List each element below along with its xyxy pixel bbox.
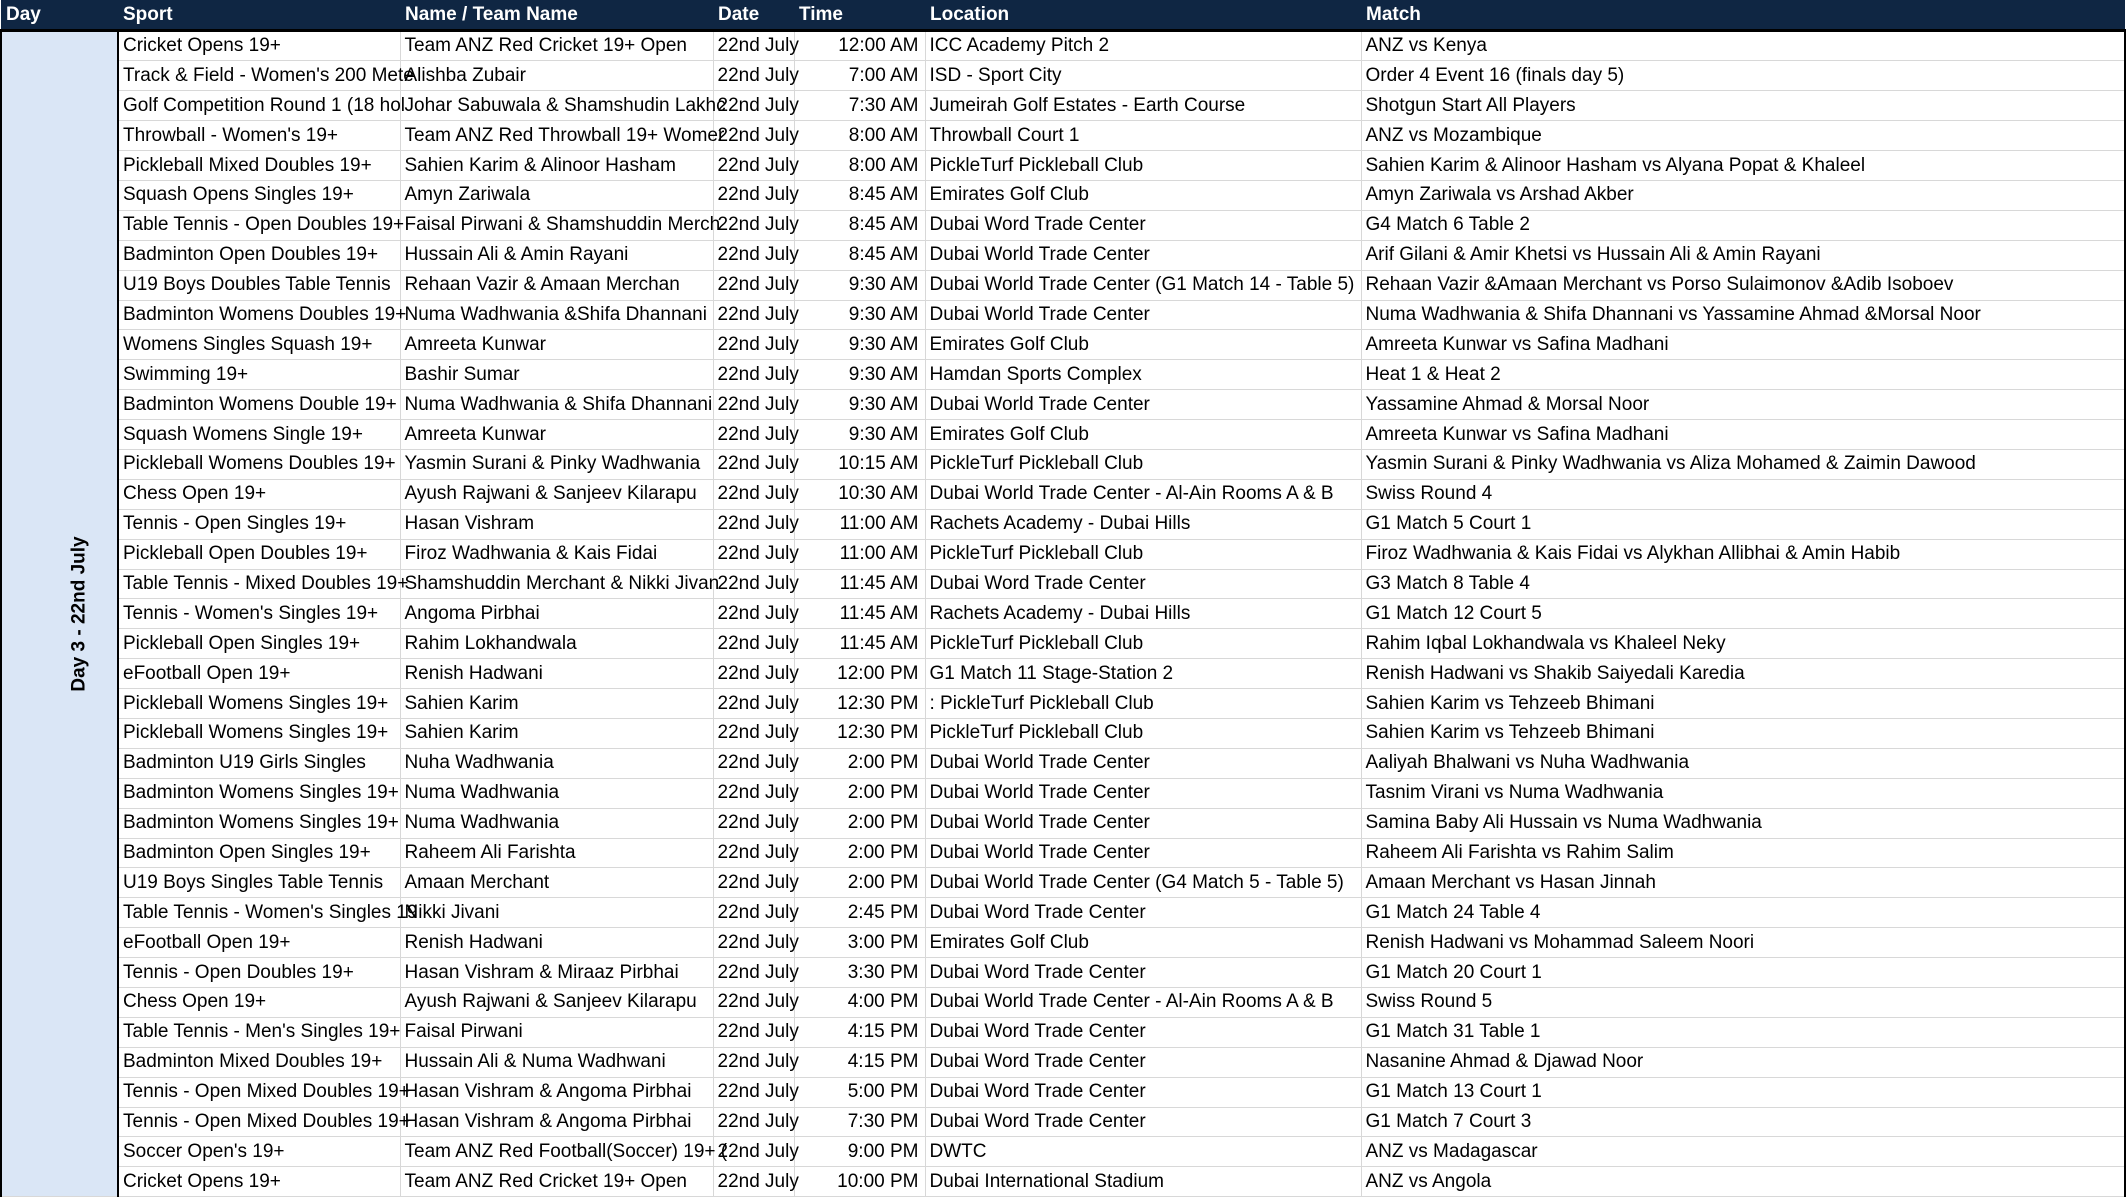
match-cell[interactable]: ANZ vs Kenya — [1361, 30, 2125, 61]
date-cell[interactable]: 22nd July — [713, 360, 794, 390]
table-row — [1, 30, 2125, 61]
sport-cell[interactable]: Badminton Womens Singles 19+ — [118, 808, 400, 838]
name-cell[interactable]: Hasan Vishram & Miraaz Pirbhai — [400, 958, 713, 988]
table-row — [1, 449, 2125, 479]
match-cell[interactable]: G1 Match 12 Court 5 — [1361, 599, 2125, 629]
match-cell[interactable]: Nasanine Ahmad & Djawad Noor — [1361, 1047, 2125, 1077]
match-cell[interactable]: Sahien Karim vs Tehzeeb Bhimani — [1361, 718, 2125, 748]
match-cell[interactable]: Swiss Round 5 — [1361, 988, 2125, 1018]
time-cell[interactable]: 4:15 PM — [794, 1047, 925, 1077]
time-cell[interactable]: 10:15 AM — [794, 449, 925, 479]
sport-cell[interactable]: Pickleball Open Doubles 19+ — [118, 539, 400, 569]
name-cell[interactable]: Ayush Rajwani & Sanjeev Kilarapu — [400, 988, 713, 1018]
sport-cell[interactable]: Chess Open 19+ — [118, 988, 400, 1018]
name-cell[interactable]: Sahien Karim — [400, 689, 713, 719]
time-cell[interactable]: 8:00 AM — [794, 121, 925, 151]
time-cell[interactable]: 11:00 AM — [794, 509, 925, 539]
sport-cell[interactable]: Tennis - Open Mixed Doubles 19+ — [118, 1107, 400, 1137]
header-row — [1, 0, 2125, 30]
time-cell[interactable]: 2:00 PM — [794, 838, 925, 868]
sport-cell[interactable]: Cricket Opens 19+ — [118, 30, 400, 61]
date-cell[interactable]: 22nd July — [713, 958, 794, 988]
time-cell[interactable]: 4:15 PM — [794, 1017, 925, 1047]
name-cell[interactable]: Team ANZ Red Cricket 19+ Open — [400, 1167, 713, 1197]
table-row — [1, 420, 2125, 450]
header-day[interactable]: Day — [1, 0, 118, 30]
table-row — [1, 1167, 2125, 1197]
sport-cell[interactable]: Cricket Opens 19+ — [118, 1167, 400, 1197]
date-cell[interactable]: 22nd July — [713, 390, 794, 420]
sport-cell[interactable]: Golf Competition Round 1 (18 hol — [118, 91, 400, 121]
name-cell[interactable]: Johar Sabuwala & Shamshudin Lakhc — [400, 91, 713, 121]
location-cell[interactable]: Dubai Word Trade Center — [925, 569, 1361, 599]
name-cell[interactable]: Numa Wadhwania — [400, 808, 713, 838]
time-cell[interactable]: 2:45 PM — [794, 898, 925, 928]
sport-cell[interactable]: Table Tennis - Men's Singles 19+ — [118, 1017, 400, 1047]
name-cell[interactable]: Amreeta Kunwar — [400, 420, 713, 450]
time-cell[interactable]: 8:45 AM — [794, 180, 925, 210]
match-cell[interactable]: Sahien Karim & Alinoor Hasham vs Alyana Popat & Khaleel — [1361, 151, 2125, 181]
table-row — [1, 210, 2125, 240]
location-cell[interactable]: Dubai World Trade Center — [925, 748, 1361, 778]
date-cell[interactable]: 22nd July — [713, 479, 794, 509]
table-row — [1, 569, 2125, 599]
time-cell[interactable]: 4:00 PM — [794, 988, 925, 1018]
date-cell[interactable]: 22nd July — [713, 1167, 794, 1197]
name-cell[interactable]: Numa Wadhwania — [400, 778, 713, 808]
location-cell[interactable]: Emirates Golf Club — [925, 330, 1361, 360]
name-cell[interactable]: Numa Wadhwania & Shifa Dhannani — [400, 390, 713, 420]
table-row — [1, 958, 2125, 988]
location-cell[interactable]: PickleTurf Pickleball Club — [925, 629, 1361, 659]
match-cell[interactable]: G1 Match 7 Court 3 — [1361, 1107, 2125, 1137]
table-row — [1, 838, 2125, 868]
match-cell[interactable]: Numa Wadhwania & Shifa Dhannani vs Yassamine Ahmad &Morsal Noor — [1361, 300, 2125, 330]
sport-cell[interactable]: Tennis - Open Mixed Doubles 19+ — [118, 1077, 400, 1107]
table-row — [1, 91, 2125, 121]
location-cell[interactable]: Dubai World Trade Center (G1 Match 14 - Table 5) — [925, 270, 1361, 300]
location-cell[interactable]: Emirates Golf Club — [925, 420, 1361, 450]
time-cell[interactable]: 9:00 PM — [794, 1137, 925, 1167]
date-cell[interactable]: 22nd July — [713, 659, 794, 689]
date-cell[interactable]: 22nd July — [713, 1107, 794, 1137]
location-cell[interactable]: Dubai World Trade Center - Al-Ain Rooms A & B — [925, 988, 1361, 1018]
table-row — [1, 240, 2125, 270]
date-cell[interactable]: 22nd July — [713, 270, 794, 300]
time-cell[interactable]: 7:00 AM — [794, 61, 925, 91]
date-cell[interactable]: 22nd July — [713, 718, 794, 748]
day-label: Day 3 - 22nd July — [68, 536, 90, 692]
date-cell[interactable]: 22nd July — [713, 91, 794, 121]
match-cell[interactable]: Amreeta Kunwar vs Safina Madhani — [1361, 420, 2125, 450]
date-cell[interactable]: 22nd July — [713, 629, 794, 659]
date-cell[interactable]: 22nd July — [713, 1137, 794, 1167]
match-cell[interactable]: Raheem Ali Farishta vs Rahim Salim — [1361, 838, 2125, 868]
table-row — [1, 390, 2125, 420]
table-row — [1, 509, 2125, 539]
table-row — [1, 180, 2125, 210]
table-row — [1, 1107, 2125, 1137]
sport-cell[interactable]: Squash Opens Singles 19+ — [118, 180, 400, 210]
name-cell[interactable]: Faisal Pirwani & Shamshuddin Merch — [400, 210, 713, 240]
name-cell[interactable]: Bashir Sumar — [400, 360, 713, 390]
time-cell[interactable]: 9:30 AM — [794, 420, 925, 450]
name-cell[interactable]: Renish Hadwani — [400, 928, 713, 958]
match-cell[interactable]: G1 Match 31 Table 1 — [1361, 1017, 2125, 1047]
date-cell[interactable]: 22nd July — [713, 1017, 794, 1047]
location-cell[interactable]: G1 Match 11 Stage-Station 2 — [925, 659, 1361, 689]
match-cell[interactable]: G1 Match 20 Court 1 — [1361, 958, 2125, 988]
name-cell[interactable]: Hasan Vishram & Angoma Pirbhai — [400, 1077, 713, 1107]
date-cell[interactable]: 22nd July — [713, 210, 794, 240]
name-cell[interactable]: Numa Wadhwania &Shifa Dhannani — [400, 300, 713, 330]
time-cell[interactable]: 2:00 PM — [794, 748, 925, 778]
name-cell[interactable]: Rehaan Vazir & Amaan Merchan — [400, 270, 713, 300]
date-cell[interactable]: 22nd July — [713, 180, 794, 210]
table-row — [1, 988, 2125, 1018]
header-match[interactable]: Match — [1361, 0, 2125, 30]
date-cell[interactable]: 22nd July — [713, 988, 794, 1018]
name-cell[interactable]: Ayush Rajwani & Sanjeev Kilarapu — [400, 479, 713, 509]
location-cell[interactable]: Rachets Academy - Dubai Hills — [925, 599, 1361, 629]
sport-cell[interactable]: Badminton Mixed Doubles 19+ — [118, 1047, 400, 1077]
table-row — [1, 300, 2125, 330]
sport-cell[interactable]: Table Tennis - Open Doubles 19+ — [118, 210, 400, 240]
sport-cell[interactable]: Badminton Womens Singles 19+ — [118, 778, 400, 808]
match-cell[interactable]: ANZ vs Mozambique — [1361, 121, 2125, 151]
sport-cell[interactable]: Pickleball Womens Singles 19+ — [118, 718, 400, 748]
date-cell[interactable]: 22nd July — [713, 539, 794, 569]
date-cell[interactable]: 22nd July — [713, 1047, 794, 1077]
location-cell[interactable]: Dubai Word Trade Center — [925, 1077, 1361, 1107]
match-cell[interactable]: Yasmin Surani & Pinky Wadhwania vs Aliza Mohamed & Zaimin Dawood — [1361, 449, 2125, 479]
header-sport[interactable]: Sport — [118, 0, 400, 30]
table-row — [1, 718, 2125, 748]
table-row — [1, 928, 2125, 958]
name-cell[interactable]: Shamshuddin Merchant & Nikki Jivan — [400, 569, 713, 599]
match-cell[interactable]: Firoz Wadhwania & Kais Fidai vs Alykhan Allibhai & Amin Habib — [1361, 539, 2125, 569]
time-cell[interactable]: 11:45 AM — [794, 629, 925, 659]
sport-cell[interactable]: Badminton Open Singles 19+ — [118, 838, 400, 868]
time-cell[interactable]: 3:30 PM — [794, 958, 925, 988]
location-cell[interactable]: Dubai Word Trade Center — [925, 958, 1361, 988]
sport-cell[interactable]: Badminton Womens Double 19+ — [118, 390, 400, 420]
name-cell[interactable]: Renish Hadwani — [400, 659, 713, 689]
location-cell[interactable]: Dubai World Trade Center — [925, 240, 1361, 270]
date-cell[interactable]: 22nd July — [713, 420, 794, 450]
date-cell[interactable]: 22nd July — [713, 778, 794, 808]
date-cell[interactable]: 22nd July — [713, 928, 794, 958]
time-cell[interactable]: 12:00 PM — [794, 659, 925, 689]
location-cell[interactable]: Dubai Word Trade Center — [925, 1047, 1361, 1077]
sport-cell[interactable]: Tennis - Open Doubles 19+ — [118, 958, 400, 988]
time-cell[interactable]: 11:45 AM — [794, 599, 925, 629]
match-cell[interactable]: G1 Match 5 Court 1 — [1361, 509, 2125, 539]
name-cell[interactable]: Alishba Zubair — [400, 61, 713, 91]
match-cell[interactable]: Yassamine Ahmad & Morsal Noor — [1361, 390, 2125, 420]
date-cell[interactable]: 22nd July — [713, 61, 794, 91]
table-row — [1, 778, 2125, 808]
sport-cell[interactable]: Track & Field - Women's 200 Mete — [118, 61, 400, 91]
date-cell[interactable]: 22nd July — [713, 30, 794, 61]
match-cell[interactable]: Samina Baby Ali Hussain vs Numa Wadhwania — [1361, 808, 2125, 838]
date-cell[interactable]: 22nd July — [713, 300, 794, 330]
location-cell[interactable]: Emirates Golf Club — [925, 928, 1361, 958]
match-cell[interactable]: G1 Match 13 Court 1 — [1361, 1077, 2125, 1107]
sport-cell[interactable]: eFootball Open 19+ — [118, 659, 400, 689]
name-cell[interactable]: Team ANZ Red Throwball 19+ Womer — [400, 121, 713, 151]
location-cell[interactable]: Dubai Word Trade Center — [925, 210, 1361, 240]
date-cell[interactable]: 22nd July — [713, 599, 794, 629]
time-cell[interactable]: 2:00 PM — [794, 868, 925, 898]
sport-cell[interactable]: Table Tennis - Mixed Doubles 19+ — [118, 569, 400, 599]
header-date[interactable]: Date — [713, 0, 794, 30]
name-cell[interactable]: Amyn Zariwala — [400, 180, 713, 210]
location-cell[interactable]: Dubai World Trade Center — [925, 778, 1361, 808]
match-cell[interactable]: ANZ vs Madagascar — [1361, 1137, 2125, 1167]
time-cell[interactable]: 9:30 AM — [794, 360, 925, 390]
location-cell[interactable]: PickleTurf Pickleball Club — [925, 151, 1361, 181]
sport-cell[interactable]: eFootball Open 19+ — [118, 928, 400, 958]
name-cell[interactable]: Nikki Jivani — [400, 898, 713, 928]
table-row — [1, 151, 2125, 181]
sport-cell[interactable]: Squash Womens Single 19+ — [118, 420, 400, 450]
name-cell[interactable]: Sahien Karim & Alinoor Hasham — [400, 151, 713, 181]
match-cell[interactable]: Renish Hadwani vs Mohammad Saleem Noori — [1361, 928, 2125, 958]
date-cell[interactable]: 22nd July — [713, 838, 794, 868]
match-cell[interactable]: Arif Gilani & Amir Khetsi vs Hussain Ali & Amin Rayani — [1361, 240, 2125, 270]
time-cell[interactable]: 11:00 AM — [794, 539, 925, 569]
location-cell[interactable]: Dubai World Trade Center — [925, 300, 1361, 330]
location-cell[interactable]: Dubai World Trade Center — [925, 808, 1361, 838]
match-cell[interactable]: Amaan Merchant vs Hasan Jinnah — [1361, 868, 2125, 898]
header-location[interactable]: Location — [925, 0, 1361, 30]
location-cell[interactable]: Dubai World Trade Center — [925, 838, 1361, 868]
table-row — [1, 868, 2125, 898]
name-cell[interactable]: Angoma Pirbhai — [400, 599, 713, 629]
match-cell[interactable]: Amreeta Kunwar vs Safina Madhani — [1361, 330, 2125, 360]
table-row — [1, 808, 2125, 838]
name-cell[interactable]: Amreeta Kunwar — [400, 330, 713, 360]
time-cell[interactable]: 10:30 AM — [794, 479, 925, 509]
match-cell[interactable]: Rehaan Vazir &Amaan Merchant vs Porso Sulaimonov &Adib Isoboev — [1361, 270, 2125, 300]
time-cell[interactable]: 9:30 AM — [794, 270, 925, 300]
name-cell[interactable]: Raheem Ali Farishta — [400, 838, 713, 868]
location-cell[interactable]: PickleTurf Pickleball Club — [925, 718, 1361, 748]
table-row — [1, 61, 2125, 91]
sport-cell[interactable]: Badminton Open Doubles 19+ — [118, 240, 400, 270]
location-cell[interactable]: Dubai Word Trade Center — [925, 1107, 1361, 1137]
sport-cell[interactable]: Pickleball Womens Doubles 19+ — [118, 449, 400, 479]
sport-cell[interactable]: Badminton Womens Doubles 19+ — [118, 300, 400, 330]
match-cell[interactable]: Order 4 Event 16 (finals day 5) — [1361, 61, 2125, 91]
location-cell[interactable]: PickleTurf Pickleball Club — [925, 539, 1361, 569]
date-cell[interactable]: 22nd July — [713, 151, 794, 181]
date-cell[interactable]: 22nd July — [713, 509, 794, 539]
name-cell[interactable]: Yasmin Surani & Pinky Wadhwania — [400, 449, 713, 479]
name-cell[interactable]: Hasan Vishram — [400, 509, 713, 539]
location-cell[interactable]: Dubai World Trade Center - Al-Ain Rooms A & B — [925, 479, 1361, 509]
table-row — [1, 689, 2125, 719]
location-cell[interactable]: DWTC — [925, 1137, 1361, 1167]
table-row — [1, 898, 2125, 928]
sport-cell[interactable]: Tennis - Women's Singles 19+ — [118, 599, 400, 629]
match-cell[interactable]: G3 Match 8 Table 4 — [1361, 569, 2125, 599]
location-cell[interactable]: : PickleTurf Pickleball Club — [925, 689, 1361, 719]
sport-cell[interactable]: Chess Open 19+ — [118, 479, 400, 509]
date-cell[interactable]: 22nd July — [713, 330, 794, 360]
sport-cell[interactable]: Throwball - Women's 19+ — [118, 121, 400, 151]
table-row — [1, 748, 2125, 778]
table-row — [1, 1017, 2125, 1047]
sport-cell[interactable]: Pickleball Open Singles 19+ — [118, 629, 400, 659]
table-row — [1, 270, 2125, 300]
location-cell[interactable]: Hamdan Sports Complex — [925, 360, 1361, 390]
match-cell[interactable]: Aaliyah Bhalwani vs Nuha Wadhwania — [1361, 748, 2125, 778]
date-cell[interactable]: 22nd July — [713, 898, 794, 928]
table-row — [1, 330, 2125, 360]
location-cell[interactable]: ISD - Sport City — [925, 61, 1361, 91]
match-cell[interactable]: Shotgun Start All Players — [1361, 91, 2125, 121]
location-cell[interactable]: PickleTurf Pickleball Club — [925, 449, 1361, 479]
time-cell[interactable]: 12:30 PM — [794, 718, 925, 748]
location-cell[interactable]: Throwball Court 1 — [925, 121, 1361, 151]
date-cell[interactable]: 22nd July — [713, 121, 794, 151]
table-row — [1, 629, 2125, 659]
match-cell[interactable]: Sahien Karim vs Tehzeeb Bhimani — [1361, 689, 2125, 719]
match-cell[interactable]: G1 Match 24 Table 4 — [1361, 898, 2125, 928]
name-cell[interactable]: Sahien Karim — [400, 718, 713, 748]
sport-cell[interactable]: Tennis - Open Singles 19+ — [118, 509, 400, 539]
name-cell[interactable]: Faisal Pirwani — [400, 1017, 713, 1047]
time-cell[interactable]: 8:00 AM — [794, 151, 925, 181]
table-row — [1, 539, 2125, 569]
location-cell[interactable]: Dubai World Trade Center — [925, 390, 1361, 420]
name-cell[interactable]: Rahim Lokhandwala — [400, 629, 713, 659]
sport-cell[interactable]: Soccer Open's 19+ — [118, 1137, 400, 1167]
sport-cell[interactable]: U19 Boys Singles Table Tennis — [118, 868, 400, 898]
date-cell[interactable]: 22nd July — [713, 449, 794, 479]
day-cell[interactable] — [1, 30, 118, 1197]
date-cell[interactable]: 22nd July — [713, 689, 794, 719]
time-cell[interactable]: 7:30 PM — [794, 1107, 925, 1137]
location-cell[interactable]: Dubai World Trade Center (G4 Match 5 - Table 5) — [925, 868, 1361, 898]
table-row — [1, 1137, 2125, 1167]
location-cell[interactable]: Emirates Golf Club — [925, 180, 1361, 210]
table-row — [1, 121, 2125, 151]
sport-cell[interactable]: Badminton U19 Girls Singles — [118, 748, 400, 778]
match-cell[interactable]: Heat 1 & Heat 2 — [1361, 360, 2125, 390]
sport-cell[interactable]: U19 Boys Doubles Table Tennis — [118, 270, 400, 300]
location-cell[interactable]: Dubai Word Trade Center — [925, 898, 1361, 928]
time-cell[interactable]: 3:00 PM — [794, 928, 925, 958]
time-cell[interactable]: 9:30 AM — [794, 300, 925, 330]
name-cell[interactable]: Hasan Vishram & Angoma Pirbhai — [400, 1107, 713, 1137]
match-cell[interactable]: Amyn Zariwala vs Arshad Akber — [1361, 180, 2125, 210]
sport-cell[interactable]: Swimming 19+ — [118, 360, 400, 390]
sport-cell[interactable]: Pickleball Womens Singles 19+ — [118, 689, 400, 719]
match-cell[interactable]: Tasnim Virani vs Numa Wadhwania — [1361, 778, 2125, 808]
table-row — [1, 1047, 2125, 1077]
location-cell[interactable]: Dubai International Stadium — [925, 1167, 1361, 1197]
sport-cell[interactable]: Pickleball Mixed Doubles 19+ — [118, 151, 400, 181]
location-cell[interactable]: Dubai Word Trade Center — [925, 1017, 1361, 1047]
location-cell[interactable]: Jumeirah Golf Estates - Earth Course — [925, 91, 1361, 121]
table-row — [1, 599, 2125, 629]
location-cell[interactable]: ICC Academy Pitch 2 — [925, 30, 1361, 61]
name-cell[interactable]: Nuha Wadhwania — [400, 748, 713, 778]
table-row — [1, 479, 2125, 509]
date-cell[interactable]: 22nd July — [713, 569, 794, 599]
match-cell[interactable]: Swiss Round 4 — [1361, 479, 2125, 509]
name-cell[interactable]: Amaan Merchant — [400, 868, 713, 898]
sport-cell[interactable]: Womens Singles Squash 19+ — [118, 330, 400, 360]
name-cell[interactable]: Team ANZ Red Cricket 19+ Open — [400, 30, 713, 61]
time-cell[interactable]: 2:00 PM — [794, 808, 925, 838]
time-cell[interactable]: 10:00 PM — [794, 1167, 925, 1197]
match-cell[interactable]: ANZ vs Angola — [1361, 1167, 2125, 1197]
name-cell[interactable]: Hussain Ali & Numa Wadhwani — [400, 1047, 713, 1077]
time-cell[interactable]: 9:30 AM — [794, 390, 925, 420]
header-name[interactable]: Name / Team Name — [400, 0, 713, 30]
time-cell[interactable]: 2:00 PM — [794, 778, 925, 808]
time-cell[interactable]: 11:45 AM — [794, 569, 925, 599]
sport-cell[interactable]: Table Tennis - Women's Singles 19 — [118, 898, 400, 928]
header-time[interactable]: Time — [794, 0, 925, 30]
table-row — [1, 360, 2125, 390]
match-cell[interactable]: Rahim Iqbal Lokhandwala vs Khaleel Neky — [1361, 629, 2125, 659]
match-cell[interactable]: Renish Hadwani vs Shakib Saiyedali Karedia — [1361, 659, 2125, 689]
date-cell[interactable]: 22nd July — [713, 808, 794, 838]
date-cell[interactable]: 22nd July — [713, 748, 794, 778]
name-cell[interactable]: Team ANZ Red Football(Soccer) 19+ ( — [400, 1137, 713, 1167]
date-cell[interactable]: 22nd July — [713, 1077, 794, 1107]
match-cell[interactable]: G4 Match 6 Table 2 — [1361, 210, 2125, 240]
time-cell[interactable]: 9:30 AM — [794, 330, 925, 360]
location-cell[interactable]: Rachets Academy - Dubai Hills — [925, 509, 1361, 539]
date-cell[interactable]: 22nd July — [713, 240, 794, 270]
time-cell[interactable]: 5:00 PM — [794, 1077, 925, 1107]
time-cell[interactable]: 12:00 AM — [794, 30, 925, 61]
date-cell[interactable]: 22nd July — [713, 868, 794, 898]
time-cell[interactable]: 8:45 AM — [794, 210, 925, 240]
time-cell[interactable]: 7:30 AM — [794, 91, 925, 121]
table-body — [1, 30, 2125, 1197]
name-cell[interactable]: Firoz Wadhwania & Kais Fidai — [400, 539, 713, 569]
table-row — [1, 659, 2125, 689]
time-cell[interactable]: 8:45 AM — [794, 240, 925, 270]
name-cell[interactable]: Hussain Ali & Amin Rayani — [400, 240, 713, 270]
table-row — [1, 1077, 2125, 1107]
time-cell[interactable]: 12:30 PM — [794, 689, 925, 719]
